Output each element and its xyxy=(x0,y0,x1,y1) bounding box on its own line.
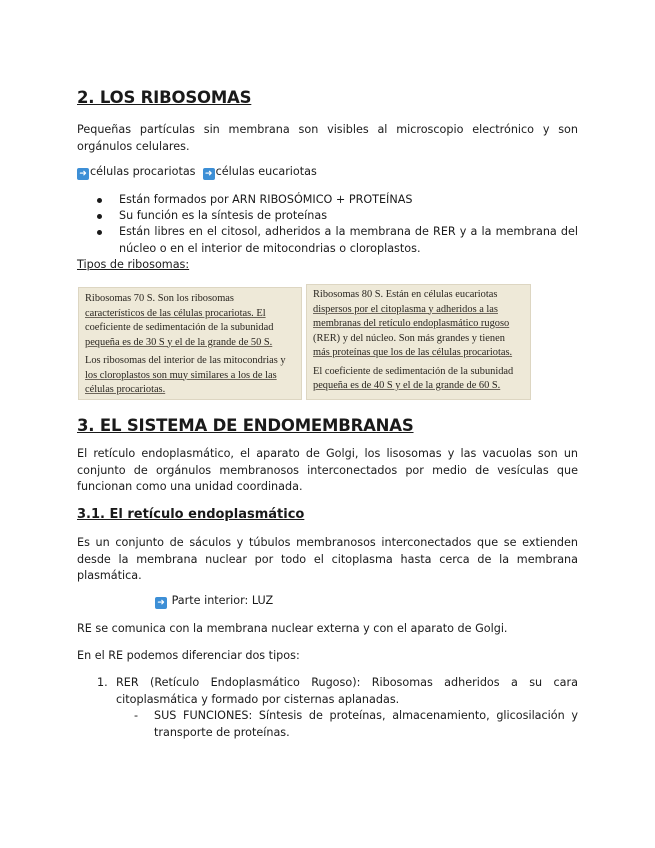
dash-list-item xyxy=(77,708,578,741)
scan-line: Ribosomas 80 S. Están en células eucariotas xyxy=(313,289,498,300)
bullet-item: Están libres en el citosol, adheridos a la membrana de RER y a la membrana del núcleo o en el interior de mitocondrias o cloroplastos. xyxy=(97,224,578,257)
cell-type-prokaryote: células procariotas xyxy=(90,165,196,178)
section-2-title: 2. LOS RIBOSOMAS xyxy=(77,88,252,107)
cell-types-line xyxy=(77,164,578,181)
dash-marker: - xyxy=(134,709,139,722)
list-number: 1. xyxy=(97,676,108,689)
bullet-icon xyxy=(97,214,102,219)
scan-line: característicos de las células procariotas. El xyxy=(85,307,266,319)
ribosome-types-label: Tipos de ribosomas: xyxy=(77,258,190,271)
scan-line: Los ribosomas del interior de las mitocondrias y xyxy=(85,355,286,366)
ribosomes-80s-scan xyxy=(306,284,531,400)
rer-description: RER (Retículo Endoplasmático Rugoso): Ribosomas adheridos a su cara citoplasmática y formado por cisternas aplanadas. xyxy=(116,676,578,706)
arrow-right-icon: ➜ xyxy=(155,597,167,609)
bullet-item: Su función es la síntesis de proteínas xyxy=(97,208,578,225)
er-intro: Es un conjunto de sáculos y túbulos membranosos interconectados que se extienden desde la membrana nuclear por todo el citoplasma hasta cerca de la membrana plasmática. xyxy=(77,536,578,582)
lumen-text: Parte interior: LUZ xyxy=(171,594,274,607)
ribosomes-70s-scan xyxy=(78,287,302,400)
scan-line: pequeña es de 30 S y el de la grande de 50 S. xyxy=(85,336,273,348)
bullet-icon xyxy=(97,230,102,235)
lumen-line xyxy=(155,593,455,610)
er-types-intro: En el RE podemos diferenciar dos tipos: xyxy=(77,649,300,662)
bullet-item: Están formados por ARN RIBOSÓMICO + PROTEÍNAS xyxy=(97,192,578,209)
bullet-icon xyxy=(97,198,102,203)
scan-line: (RER) y del núcleo. Son más grandes y tienen xyxy=(313,332,505,344)
scan-line: pequeña es de 40 S y el de la grande de 60 S. xyxy=(313,380,501,391)
scan-line: Ribosomas 70 S. Son los ribosomas xyxy=(85,293,234,304)
numbered-list-item xyxy=(77,675,578,708)
arrow-right-icon: ➜ xyxy=(77,168,89,180)
section-3-title: 3. EL SISTEMA DE ENDOMEMBRANAS xyxy=(77,416,414,435)
endomembrane-intro: El retículo endoplasmático, el aparato de Golgi, los lisosomas y las vacuolas son un conjunto de orgánulos membranosos interconectados por medio de vesículas que funcionan como una unidad coordinada. xyxy=(77,447,578,493)
cell-type-eukaryote: células eucariotas xyxy=(215,165,317,178)
scan-line: dispersos por el citoplasma y adheridos a las xyxy=(313,303,498,315)
rer-functions: SUS FUNCIONES: Síntesis de proteínas, almacenamiento, glicosilación y transporte de proteínas. xyxy=(154,709,578,739)
scan-line: más proteínas que los de las células procariotas. xyxy=(313,347,513,358)
scan-line: membranas del retículo endoplasmático rugoso xyxy=(313,318,510,329)
scan-line: coeficiente de sedimentación de la subunidad xyxy=(85,322,274,333)
scan-line: los cloroplastos son muy similares a los de las xyxy=(85,369,277,381)
ribosomes-intro: Pequeñas partículas sin membrana son visibles al microscopio electrónico y son orgánulos celulares. xyxy=(77,123,578,153)
subsection-title: 3.1. El retículo endoplasmático xyxy=(77,507,305,522)
scan-line: células procariotas. xyxy=(85,384,166,395)
er-communication: RE se comunica con la membrana nuclear externa y con el aparato de Golgi. xyxy=(77,622,508,635)
scan-line: El coeficiente de sedimentación de la subunidad xyxy=(313,365,514,377)
arrow-right-icon: ➜ xyxy=(203,168,215,180)
